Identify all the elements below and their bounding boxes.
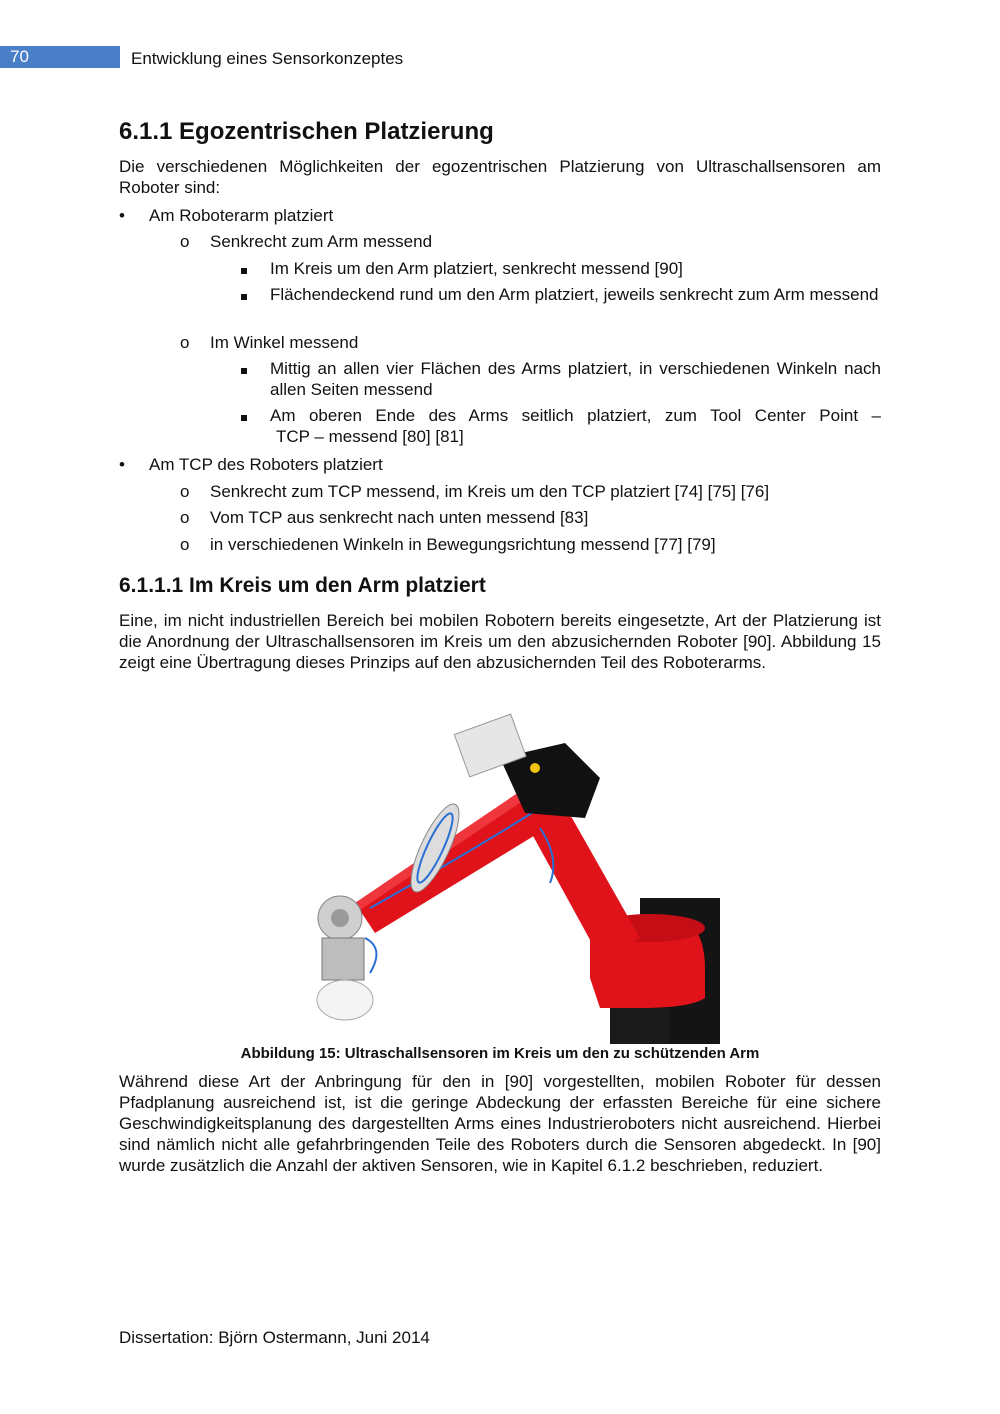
bullet-circle-icon: o [180,482,190,501]
intro-paragraph: Die verschiedenen Möglichkeiten der egozentrischen Platzierung von Ultraschallsensoren am Roboter sind: [119,157,881,197]
bullet-square-icon [241,258,247,279]
bullet-circle-icon: o [180,508,190,527]
list-item: Am Roboterarm platziert [149,206,334,225]
bullet-dot-icon: • [119,206,125,225]
list-item-continuation: TCP – messend [80] [81] [276,427,464,446]
paragraph: Während diese Art der Anbringung für den in [90] vorgestellten, mobilen Roboter für dessen Pfadplanung ausreichend ist, ist die geringe Abdeckung der erfassten Bereiche für eine sichere Geschwindigkeitsplanung des dargestellten Arms eines Industrieroboters nicht ausreichend. Hierbei sind nämlich nicht alle gefahrbringenden Teile des Roboters durch die Sensoren abgedeckt. In [90] wurde zusätzlich die Anzahl der aktiven Sensoren, wie in Kapitel 6.1.2 beschrieben, reduziert. [119,1072,881,1175]
bullet-square-icon [241,358,247,379]
section-heading: 6.1.1 Egozentrischen Platzierung [119,118,494,145]
page-number: 70 [0,46,120,68]
paragraph: Eine, im nicht industriellen Bereich bei mobilen Robotern bereits eingesetzte, Art der Platzierung ist die Anordnung der Ultraschallsensoren im Kreis um den abzusichernden Roboter [90]. Abbildung 15 zeigt eine Übertragung dieses Prinzips auf den abzusichernden Teil des Roboterarms. [119,611,881,672]
robot-gripper [322,938,364,980]
figure-caption: Abbildung 15: Ultraschallsensoren im Kreis um den zu schützenden Arm [240,1045,760,1062]
list-item: Senkrecht zum Arm messend [210,232,433,251]
robot-arm-figure [310,708,730,1044]
list-item: Mittig an allen vier Flächen des Arms platziert, in verschiedenen Winkeln nach allen Seiten messend [270,359,881,399]
list-item: Vom TCP aus senkrecht nach unten messend [83] [210,508,589,527]
list-item: Am TCP des Roboters platziert [149,455,383,474]
bullet-circle-icon: o [180,535,190,554]
page-footer: Dissertation: Björn Ostermann, Juni 2014 [119,1328,430,1347]
list-item: Senkrecht zum TCP messend, im Kreis um den TCP platziert [74] [75] [76] [210,482,770,501]
bullet-dot-icon: • [119,455,125,474]
list-item: Im Winkel messend [210,333,359,352]
bullet-square-icon [241,284,247,305]
bullet-square-icon [241,405,247,426]
bullet-circle-icon: o [180,232,190,251]
subsection-heading: 6.1.1.1 Im Kreis um den Arm platziert [119,574,486,597]
list-item: in verschiedenen Winkeln in Bewegungsrichtung messend [77] [79] [210,535,716,554]
bullet-circle-icon: o [180,333,190,352]
list-item: Am oberen Ende des Arms seitlich platziert, zum Tool Center Point – [270,406,881,425]
list-item: Im Kreis um den Arm platziert, senkrecht messend [90] [270,259,683,278]
list-item: Flächendeckend rund um den Arm platziert, jeweils senkrecht zum Arm messend [270,285,879,304]
running-header: Entwicklung eines Sensorkonzeptes [131,49,404,68]
